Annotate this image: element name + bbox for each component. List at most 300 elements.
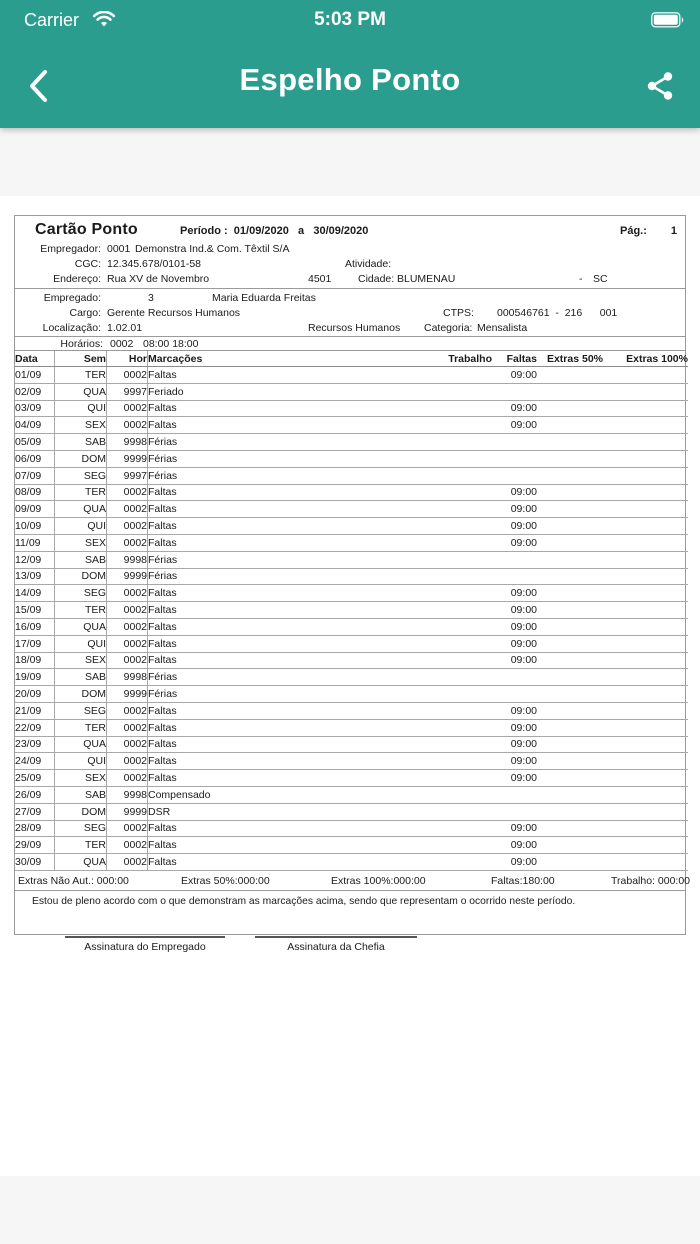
col-header-marcacoes: Marcações (148, 351, 449, 367)
cell-marcacoes: Faltas (148, 837, 449, 854)
cell-data: 26/09 (15, 786, 55, 803)
cell-hor: 0002 (107, 854, 148, 871)
cell-extras50 (537, 854, 603, 871)
cell-extras50 (537, 568, 603, 585)
cell-extras100 (603, 518, 688, 535)
cell-extras100 (603, 837, 688, 854)
table-row (15, 400, 688, 417)
cell-faltas: 09:00 (492, 770, 537, 787)
cell-extras100 (603, 534, 688, 551)
page-title: Espelho Ponto (239, 62, 461, 97)
cell-sem: TER (55, 837, 107, 854)
cell-faltas: 09:00 (492, 820, 537, 837)
cell-extras100 (603, 786, 688, 803)
share-button[interactable] (640, 66, 680, 106)
cell-hor: 0002 (107, 367, 148, 384)
cell-sem: SEX (55, 770, 107, 787)
cell-marcacoes: Faltas (148, 417, 449, 434)
cell-trabalho (448, 820, 492, 837)
cell-sem: DOM (55, 686, 107, 703)
cell-extras100 (603, 770, 688, 787)
address-number: 4501 (308, 273, 332, 285)
category-value: Mensalista (477, 322, 528, 334)
period-from: 01/09/2020 (233, 225, 289, 237)
cell-trabalho (448, 669, 492, 686)
cell-extras50 (537, 501, 603, 518)
agreement-text: Estou de pleno acordo com o que demonstram as marcações acima, sendo que representam o ocorrido neste período. (32, 895, 576, 907)
cell-hor: 9997 (107, 383, 148, 400)
cell-sem: SEX (55, 652, 107, 669)
cell-marcacoes: Faltas (148, 753, 449, 770)
cell-trabalho (448, 585, 492, 602)
cell-sem: SEG (55, 467, 107, 484)
role-value: Gerente Recursos Humanos (107, 307, 241, 319)
cell-extras50 (537, 736, 603, 753)
page-label: Pág.: (620, 225, 647, 237)
schedule-hours: 08:00 18:00 (143, 338, 199, 350)
location-value: 1.02.01 (107, 322, 143, 334)
table-row (15, 803, 688, 820)
cell-trabalho (448, 400, 492, 417)
cell-trabalho (448, 434, 492, 451)
cell-hor: 9999 (107, 803, 148, 820)
cell-sem: SEG (55, 702, 107, 719)
cell-marcacoes: Faltas (148, 854, 449, 871)
state-value: SC (593, 273, 608, 285)
cell-faltas: 09:00 (492, 635, 537, 652)
table-row (15, 635, 688, 652)
cell-data: 06/09 (15, 450, 55, 467)
city-value: BLUMENAU (397, 273, 456, 285)
cell-marcacoes: Férias (148, 669, 449, 686)
cell-extras50 (537, 551, 603, 568)
cell-sem: SEX (55, 534, 107, 551)
summary-extras-nao-aut: Extras Não Aut.: 000:00 (18, 874, 129, 887)
cell-sem: SEX (55, 417, 107, 434)
cell-extras100 (603, 585, 688, 602)
cell-extras100 (603, 635, 688, 652)
cell-extras50 (537, 635, 603, 652)
table-row (15, 383, 688, 400)
cell-extras50 (537, 518, 603, 535)
cell-sem: QUI (55, 753, 107, 770)
cell-hor: 0002 (107, 618, 148, 635)
cell-extras100 (603, 736, 688, 753)
cell-marcacoes: Faltas (148, 719, 449, 736)
cell-marcacoes: Férias (148, 551, 449, 568)
cell-extras50 (537, 652, 603, 669)
col-header-sem: Sem (55, 351, 107, 367)
table-row (15, 585, 688, 602)
cell-trabalho (448, 602, 492, 619)
col-header-extras100: Extras 100% (603, 351, 688, 367)
cell-trabalho (448, 518, 492, 535)
cell-trabalho (448, 702, 492, 719)
col-header-faltas: Faltas (492, 351, 537, 367)
activity-label: Atividade: (345, 258, 392, 270)
cell-marcacoes: Faltas (148, 484, 449, 501)
back-button[interactable] (18, 64, 58, 108)
cell-data: 27/09 (15, 803, 55, 820)
cell-hor: 9998 (107, 551, 148, 568)
cell-extras50 (537, 786, 603, 803)
state-separator: - (579, 273, 583, 285)
cell-extras50 (537, 602, 603, 619)
cell-sem: DOM (55, 568, 107, 585)
cell-faltas (492, 786, 537, 803)
summary-section (15, 871, 691, 891)
table-row (15, 501, 688, 518)
cell-extras50 (537, 484, 603, 501)
cell-extras100 (603, 618, 688, 635)
cell-data: 05/09 (15, 434, 55, 451)
cell-sem: SAB (55, 434, 107, 451)
cell-data: 10/09 (15, 518, 55, 535)
table-row (15, 770, 688, 787)
table-row (15, 602, 688, 619)
cell-data: 02/09 (15, 383, 55, 400)
table-row (15, 702, 688, 719)
cell-extras50 (537, 585, 603, 602)
cell-extras50 (537, 367, 603, 384)
table-row (15, 753, 688, 770)
cell-extras50 (537, 383, 603, 400)
cell-data: 29/09 (15, 837, 55, 854)
cell-sem: QUA (55, 383, 107, 400)
col-header-extras50: Extras 50% (537, 351, 603, 367)
cell-hor: 0002 (107, 400, 148, 417)
cell-marcacoes: Faltas (148, 400, 449, 417)
cell-extras50 (537, 534, 603, 551)
cell-hor: 0002 (107, 534, 148, 551)
summary-trabalho: Trabalho: 000:00 (611, 874, 691, 887)
cell-extras100 (603, 450, 688, 467)
cell-extras50 (537, 669, 603, 686)
table-row (15, 837, 688, 854)
cell-data: 22/09 (15, 719, 55, 736)
address-value: Rua XV de Novembro (107, 273, 210, 285)
cell-extras50 (537, 400, 603, 417)
cell-hor: 0002 (107, 719, 148, 736)
cell-faltas: 09:00 (492, 837, 537, 854)
cell-trabalho (448, 467, 492, 484)
cell-extras50 (537, 618, 603, 635)
carrier-label: Carrier (24, 10, 80, 30)
table-row (15, 719, 688, 736)
cell-faltas: 09:00 (492, 534, 537, 551)
cell-data: 20/09 (15, 686, 55, 703)
cell-extras100 (603, 602, 688, 619)
cell-sem: QUI (55, 518, 107, 535)
cell-faltas (492, 450, 537, 467)
table-row (15, 518, 688, 535)
cell-faltas: 09:00 (492, 518, 537, 535)
cell-extras100 (603, 568, 688, 585)
cell-trabalho (448, 450, 492, 467)
cell-marcacoes: Faltas (148, 602, 449, 619)
cell-extras100 (603, 383, 688, 400)
cell-trabalho (448, 618, 492, 635)
cell-data: 13/09 (15, 568, 55, 585)
cell-extras100 (603, 803, 688, 820)
table-row (15, 820, 688, 837)
col-header-hor: Hor (107, 351, 148, 367)
cell-marcacoes: Faltas (148, 736, 449, 753)
cell-faltas (492, 434, 537, 451)
table-row (15, 434, 688, 451)
table-row (15, 786, 688, 803)
cell-hor: 0002 (107, 702, 148, 719)
cell-trabalho (448, 686, 492, 703)
chief-signature-caption: Assinatura da Chefia (287, 940, 385, 953)
employee-name: Maria Eduarda Freitas (212, 292, 316, 304)
table-row (15, 467, 688, 484)
cell-data: 24/09 (15, 753, 55, 770)
cell-faltas: 09:00 (492, 484, 537, 501)
cell-faltas: 09:00 (492, 400, 537, 417)
employee-signature-caption: Assinatura do Empregado (84, 940, 206, 953)
cell-extras100 (603, 434, 688, 451)
cell-data: 23/09 (15, 736, 55, 753)
cell-sem: SEG (55, 820, 107, 837)
cell-data: 11/09 (15, 534, 55, 551)
cell-sem: QUA (55, 618, 107, 635)
cell-hor: 9999 (107, 686, 148, 703)
employer-label: Empregador: (40, 243, 101, 255)
employee-code: 3 (148, 292, 154, 304)
period-separator: a (298, 225, 305, 237)
cell-data: 09/09 (15, 501, 55, 518)
employee-section (15, 289, 685, 337)
cell-marcacoes: Faltas (148, 652, 449, 669)
cell-marcacoes: Faltas (148, 585, 449, 602)
cell-faltas: 09:00 (492, 602, 537, 619)
cell-data: 07/09 (15, 467, 55, 484)
cell-faltas (492, 568, 537, 585)
cell-extras50 (537, 702, 603, 719)
cell-trabalho (448, 484, 492, 501)
cell-marcacoes: DSR (148, 803, 449, 820)
table-header (15, 351, 688, 367)
employer-name: Demonstra Ind.& Com. Têxtil S/A (135, 243, 290, 255)
table-row (15, 736, 688, 753)
cell-hor: 0002 (107, 602, 148, 619)
cell-trabalho (448, 652, 492, 669)
cell-hor: 0002 (107, 837, 148, 854)
cell-faltas: 09:00 (492, 854, 537, 871)
cell-marcacoes: Faltas (148, 618, 449, 635)
nav-bar (0, 44, 700, 128)
table-row (15, 854, 688, 871)
timecard-document (14, 215, 691, 953)
cell-trabalho (448, 367, 492, 384)
cell-marcacoes: Faltas (148, 501, 449, 518)
cell-trabalho (448, 803, 492, 820)
cell-extras50 (537, 467, 603, 484)
cell-extras100 (603, 820, 688, 837)
cell-marcacoes: Faltas (148, 518, 449, 535)
cell-trabalho (448, 568, 492, 585)
cell-data: 08/09 (15, 484, 55, 501)
cell-sem: QUA (55, 854, 107, 871)
cell-hor: 0002 (107, 484, 148, 501)
cell-hor: 0002 (107, 518, 148, 535)
col-header-trabalho: Trabalho (448, 352, 492, 365)
cell-marcacoes: Férias (148, 568, 449, 585)
cell-faltas (492, 551, 537, 568)
cell-faltas (492, 669, 537, 686)
app-header (0, 0, 700, 128)
period-label: Período : (180, 225, 228, 237)
cell-extras50 (537, 450, 603, 467)
cell-marcacoes: Férias (148, 686, 449, 703)
cell-trabalho (448, 770, 492, 787)
employer-code: 0001 (107, 243, 131, 255)
content-panel (0, 196, 700, 1176)
cell-trabalho (448, 837, 492, 854)
chief-signature-line (255, 936, 417, 938)
table-row (15, 568, 688, 585)
cell-data: 28/09 (15, 820, 55, 837)
cell-sem: TER (55, 719, 107, 736)
cell-data: 14/09 (15, 585, 55, 602)
cell-faltas: 09:00 (492, 736, 537, 753)
cell-extras100 (603, 669, 688, 686)
cell-marcacoes: Faltas (148, 702, 449, 719)
cell-marcacoes: Faltas (148, 820, 449, 837)
cell-sem: QUA (55, 501, 107, 518)
cell-extras100 (603, 702, 688, 719)
cell-faltas: 09:00 (492, 652, 537, 669)
cell-extras100 (603, 467, 688, 484)
cell-sem: SEG (55, 585, 107, 602)
cell-hor: 9997 (107, 467, 148, 484)
table-row (15, 686, 688, 703)
cell-hor: 9998 (107, 669, 148, 686)
cell-hor: 0002 (107, 820, 148, 837)
cell-sem: TER (55, 602, 107, 619)
status-time: 5:03 PM (314, 9, 386, 30)
cell-extras50 (537, 803, 603, 820)
schedule-section (15, 337, 685, 351)
cell-extras100 (603, 417, 688, 434)
city-label: Cidade: (358, 273, 395, 285)
cell-sem: DOM (55, 450, 107, 467)
cell-sem: SAB (55, 669, 107, 686)
cell-hor: 0002 (107, 753, 148, 770)
cell-faltas (492, 383, 537, 400)
cell-faltas (492, 467, 537, 484)
cell-trabalho (448, 854, 492, 871)
cell-extras50 (537, 753, 603, 770)
report-header-section (15, 216, 685, 289)
schedule-label: Horários: (60, 338, 103, 350)
cell-extras50 (537, 434, 603, 451)
cell-trabalho (448, 383, 492, 400)
cell-extras100 (603, 484, 688, 501)
cell-data: 30/09 (15, 854, 55, 871)
cell-extras50 (537, 417, 603, 434)
cell-hor: 0002 (107, 635, 148, 652)
employee-label: Empregado: (43, 292, 101, 304)
cell-hor: 9998 (107, 786, 148, 803)
cell-hor: 0002 (107, 736, 148, 753)
cell-marcacoes: Faltas (148, 770, 449, 787)
cell-trabalho (448, 551, 492, 568)
table-row (15, 652, 688, 669)
table-body (15, 367, 688, 871)
table-row (15, 618, 688, 635)
cell-extras50 (537, 686, 603, 703)
cell-hor: 0002 (107, 501, 148, 518)
cell-marcacoes: Férias (148, 467, 449, 484)
cell-faltas: 09:00 (492, 501, 537, 518)
ctps-value: 000546761 - 216 001 (497, 307, 618, 319)
table-row (15, 450, 688, 467)
cell-extras100 (603, 686, 688, 703)
cell-trabalho (448, 786, 492, 803)
cell-sem: TER (55, 367, 107, 384)
cell-hor: 0002 (107, 652, 148, 669)
cell-marcacoes: Férias (148, 434, 449, 451)
cell-marcacoes: Faltas (148, 367, 449, 384)
battery-icon (651, 12, 684, 33)
cell-extras100 (603, 854, 688, 871)
cell-sem: QUA (55, 736, 107, 753)
table-row (15, 669, 688, 686)
cell-extras50 (537, 770, 603, 787)
agreement-section (15, 891, 685, 961)
cell-data: 25/09 (15, 770, 55, 787)
table-row (15, 367, 688, 384)
cell-trabalho (448, 501, 492, 518)
cell-extras100 (603, 652, 688, 669)
cell-data: 18/09 (15, 652, 55, 669)
employee-signature-line (65, 936, 225, 938)
cell-extras50 (537, 837, 603, 854)
table-row (15, 484, 688, 501)
cell-hor: 9998 (107, 434, 148, 451)
cell-faltas: 09:00 (492, 585, 537, 602)
cell-data: 04/09 (15, 417, 55, 434)
cell-hor: 0002 (107, 770, 148, 787)
cell-sem: QUI (55, 400, 107, 417)
cell-sem: DOM (55, 803, 107, 820)
cell-faltas: 09:00 (492, 367, 537, 384)
role-label: Cargo: (69, 307, 101, 319)
cell-data: 17/09 (15, 635, 55, 652)
cell-trabalho (448, 417, 492, 434)
cell-hor: 9999 (107, 568, 148, 585)
cell-extras100 (603, 753, 688, 770)
cell-trabalho (448, 719, 492, 736)
cell-hor: 0002 (107, 417, 148, 434)
status-bar (0, 0, 700, 44)
cell-faltas (492, 686, 537, 703)
cell-sem: SAB (55, 786, 107, 803)
cell-faltas: 09:00 (492, 702, 537, 719)
table-row (15, 534, 688, 551)
summary-extras-50: Extras 50%:000:00 (181, 874, 270, 887)
cell-extras50 (537, 820, 603, 837)
address-label: Endereço: (53, 273, 101, 285)
cell-extras100 (603, 551, 688, 568)
report-title: Cartão Ponto (35, 221, 138, 238)
cell-hor: 0002 (107, 585, 148, 602)
cell-marcacoes: Faltas (148, 635, 449, 652)
cell-marcacoes: Férias (148, 450, 449, 467)
cell-trabalho (448, 736, 492, 753)
